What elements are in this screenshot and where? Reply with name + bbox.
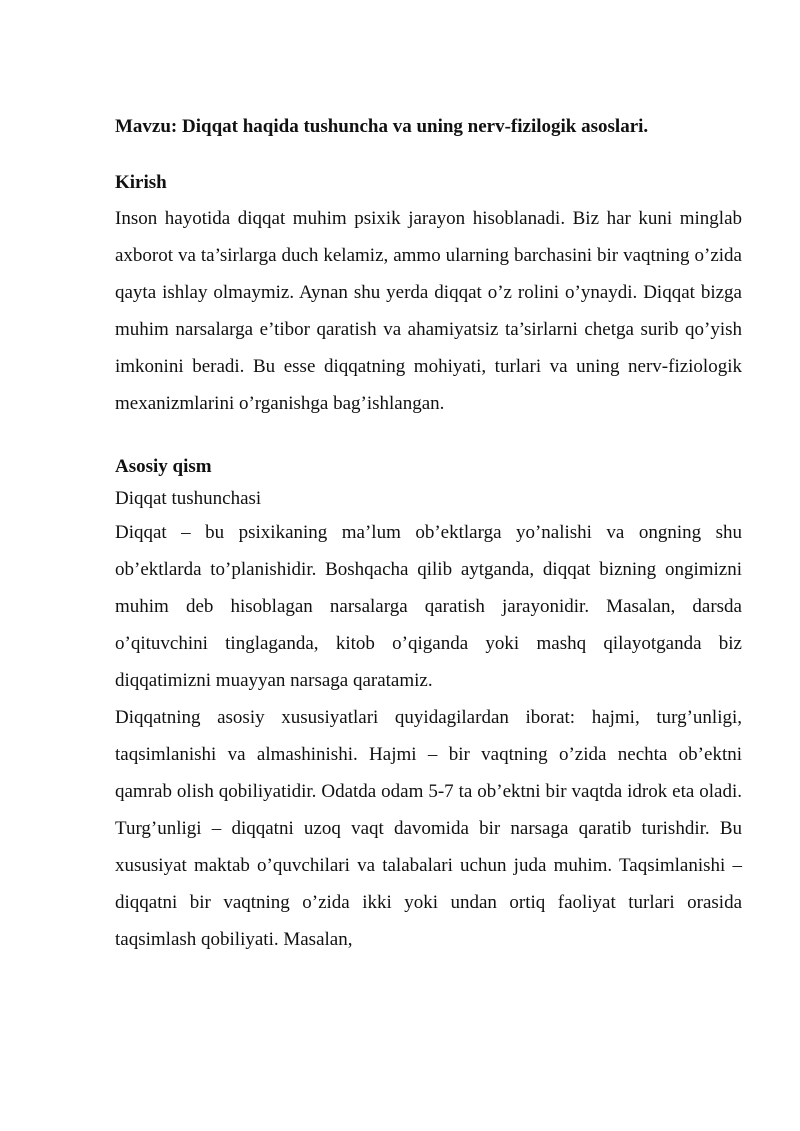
main-paragraph-1: Diqqat – bu psixikaning ma’lum ob’ektlarga yo’nalishi va ongning shu ob’ektlarda to’planishidir. Boshqacha qilib aytganda, diqqat bizning ongimizni muhim deb hisoblagan narsalarga qaratish jarayonidir. Masalan, darsda o’qituvchini tinglaganda, kitob o’qiganda yoki mashq qilayotganda biz diqqatimizni muayyan narsaga qaratamiz. xyxy=(115,522,742,691)
section-heading-main: Asosiy qism xyxy=(115,456,212,477)
document-page xyxy=(115,112,742,958)
document-title: Mavzu: Diqqat haqida tushuncha va uning nerv-fizilogik asoslari. xyxy=(115,116,649,137)
intro-paragraph: Inson hayotida diqqat muhim psixik jarayon hisoblanadi. Biz har kuni minglab axborot va ta’sirlarga duch kelamiz, ammo ularning barchasini bir vaqtning o’zida qayta ishlay olmaymiz. Aynan shu yerda diqqat o’z rolini o’ynaydi. Diqqat bizga muhim narsalarga e’tibor qaratish va ahamiyatsiz ta’sirlarni chetga surib qo’yish imkonini beradi. Bu esse diqqatning mohiyati, turlari va uning nerv-fiziologik mexanizmlarini o’rganishga bag’ishlangan. xyxy=(115,208,742,414)
section-spacer xyxy=(115,422,742,452)
main-paragraph-2: Diqqatning asosiy xususiyatlari quyidagilardan iborat: hajmi, turg’unligi, taqsimlanishi va almashinishi. Hajmi – bir vaqtning o’zida nechta ob’ektni qamrab olish qobiliyatidir. Odatda odam 5-7 ta ob’ektni bir vaqtda idrok eta oladi. Turg’unligi – diqqatni uzoq vaqt davomida bir narsaga qaratib turishdir. Bu xususiyat maktab o’quvchilari va talabalari uchun juda muhim. Taqsimlanishi – diqqatni bir vaqtning o’zida ikki yoki undan ortiq faoliyat turlari orasida taqsimlash qobiliyati. Masalan, xyxy=(115,707,742,950)
subheading-attention-concept: Diqqat tushunchasi xyxy=(115,488,262,509)
section-heading-intro: Kirish xyxy=(115,172,167,193)
